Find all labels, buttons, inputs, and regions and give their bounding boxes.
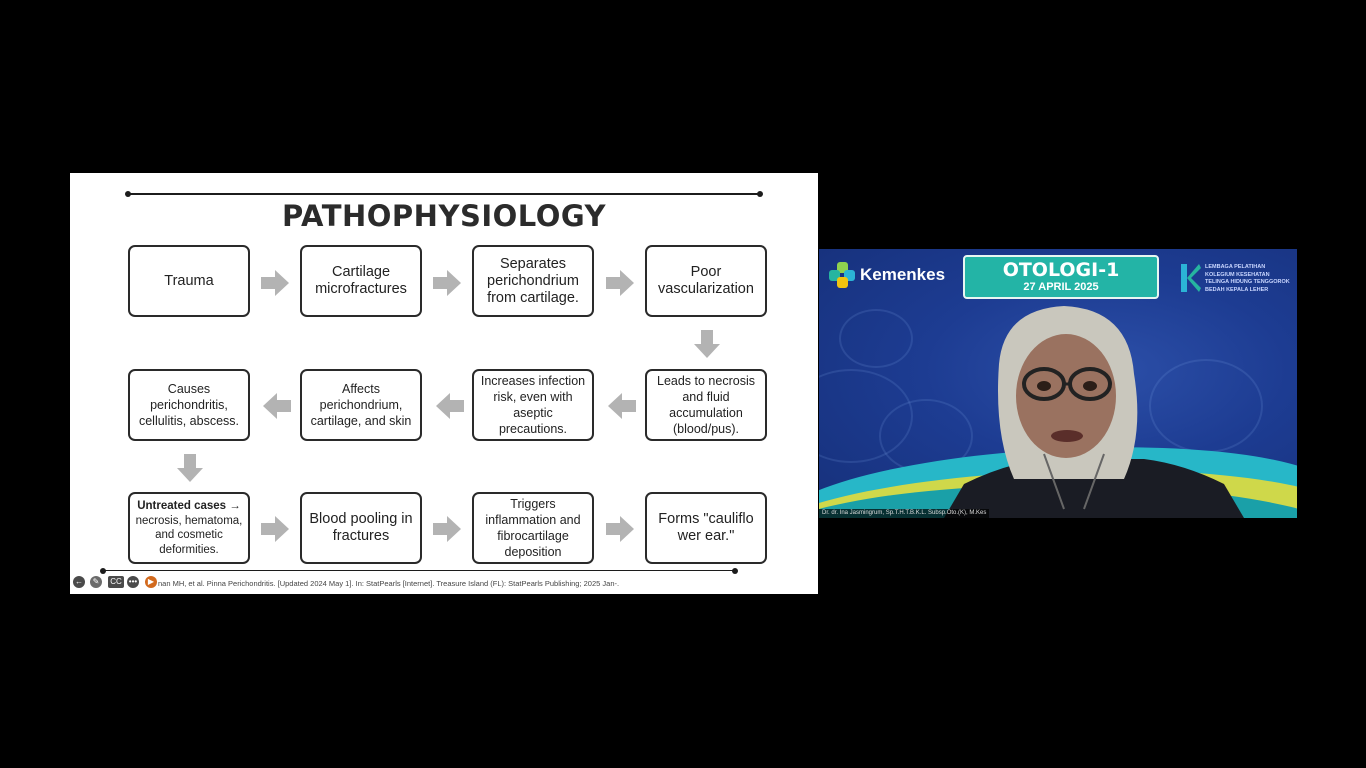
kemenkes-mark-icon bbox=[829, 262, 855, 288]
arrow-right-icon bbox=[433, 270, 461, 296]
presentation-slide: PATHOPHYSIOLOGY Trauma Cartilage microfractures Separates perichondrium from cartilage. Poor vascularization Causes perichondritis, cellulitis, abscess. Affects perichondrium, cartilage, and skin Increases infection risk, even with aseptic precautions. Leads to necrosis and fluid accumulation (blood/pus). Untreated cases → necrosis, hematoma, and cosmetic deformities. Blood pooling in fractures Triggers inflammation and fibrocartilage deposition Forms "cauliflo wer ear." ← ✎ CC ••• ▶ nan MH, et al. Pinna Perichondritis. [Updated 2024 May 1]. In: StatPearls [Internet]. Treasure Island (FL): StatPearls Publishing; 2025 Jan-. bbox=[70, 173, 818, 594]
flow-box-cauliflower-ear: Forms "cauliflo wer ear." bbox=[645, 492, 767, 564]
flow-box-vascularization: Poor vascularization bbox=[645, 245, 767, 317]
flow-box-affects: Affects perichondrium, cartilage, and skin bbox=[300, 369, 422, 441]
arrow-down-icon bbox=[692, 330, 722, 358]
bottom-divider bbox=[103, 570, 735, 571]
arrow-right-icon bbox=[261, 270, 289, 296]
event-banner: OTOLOGI-1 27 APRIL 2025 bbox=[963, 255, 1159, 299]
flow-box-inflammation: Triggers inflammation and fibrocartilage deposition bbox=[472, 492, 594, 564]
pen-icon[interactable]: ✎ bbox=[90, 576, 102, 588]
more-icon[interactable]: ••• bbox=[128, 577, 138, 586]
flow-box-infection-risk: Increases infection risk, even with aseptic precautions. bbox=[472, 369, 594, 441]
arrow-right-icon bbox=[261, 516, 289, 542]
slide-title: PATHOPHYSIOLOGY bbox=[281, 199, 607, 233]
arrow-right-icon bbox=[433, 516, 461, 542]
flow-box-necrosis: Leads to necrosis and fluid accumulation (blood/pus). bbox=[645, 369, 767, 441]
arrow-down-icon bbox=[175, 454, 205, 482]
back-arrow-icon[interactable]: ← bbox=[75, 577, 83, 586]
pointer-icon[interactable]: ▶ bbox=[145, 576, 157, 588]
arrow-left-icon bbox=[436, 393, 464, 419]
arrow-right-icon bbox=[606, 516, 634, 542]
institution-logo: LEMBAGA PELATIHAN KOLEGIUM KESEHATAN TELINGA HIDUNG TENGGOROK BEDAH KEPALA LEHER bbox=[1181, 264, 1290, 294]
flow-box-trauma: Trauma bbox=[128, 245, 250, 317]
cc-icon[interactable]: CC bbox=[108, 576, 124, 588]
top-divider bbox=[128, 193, 760, 195]
participant-video-tile[interactable] bbox=[819, 249, 1297, 518]
participant-silhouette bbox=[944, 304, 1244, 518]
arrow-left-icon bbox=[608, 393, 636, 419]
flow-box-separates: Separates perichondrium from cartilage. bbox=[472, 245, 594, 317]
flow-box-microfractures: Cartilage microfractures bbox=[300, 245, 422, 317]
arrow-right-icon bbox=[606, 270, 634, 296]
participant-name-label: Dr. dr. Ina Jasmingrum, Sp.T.H.T.B.K.L. Subsp.Oto.(K), M.Kes bbox=[819, 509, 989, 518]
flow-box-perichondritis: Causes perichondritis, cellulitis, abscess. bbox=[128, 369, 250, 441]
arrow-left-icon bbox=[263, 393, 291, 419]
flow-box-blood-pooling: Blood pooling in fractures bbox=[300, 492, 422, 564]
flow-box-untreated: Untreated cases → necrosis, hematoma, and cosmetic deformities. bbox=[128, 492, 250, 564]
kemenkes-logo: Kemenkes bbox=[829, 262, 945, 288]
institution-mark-icon bbox=[1181, 264, 1201, 292]
